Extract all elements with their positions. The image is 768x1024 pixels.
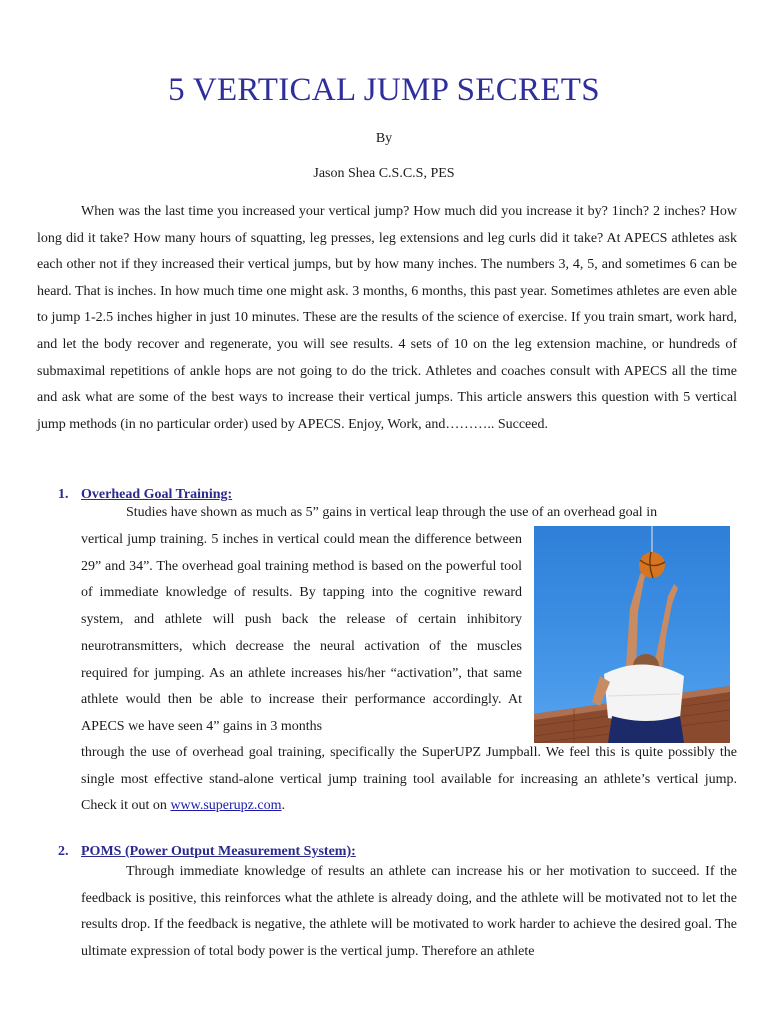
section-1-title: Overhead Goal Training:	[81, 487, 233, 502]
section-2-body: Through immediate knowledge of results an athlete can increase his or her motivation to succeed. If the feedback is positive, this reinforces what the athlete is already doing, and the athlete will be motivated not to let the results drop. If the feedback is negative, the athlete will be motivated to work harder to achieve the desired goal. The ultimate expression of total body power is the vertical jump. Therefore an athlete	[81, 864, 737, 959]
superupz-link[interactable]: www.superupz.com	[170, 798, 282, 813]
athlete-jumping-image	[534, 526, 730, 743]
byline: By	[375, 131, 393, 146]
jumpball-photo	[534, 526, 730, 743]
section-1-first-line: Studies have shown as much as 5” gains in vertical leap through the use of an overhead goal in	[126, 505, 658, 520]
intro-paragraph: When was the last time you increased your vertical jump? How much did you increase it by? 1inch? 2 inches? How long did it take? How many hours of squatting, leg presses, leg extensions and leg curls did it take? At APECS athletes ask each other not if they increased their vertical jumps, but by how many inches. The numbers 3, 4, 5, and sometimes 6 can be heard. That is inches. In how much time one might ask. 3 months, 6 months, this past year. Sometimes athletes are even able to jump 1-2.5 inches higher in just 10 minutes. These are the results of the science of exercise. If you train smart, work hard, and let the body recover and regenerate, you will see results. 4 sets of 10 on the leg extension machine, or hundreds of submaximal repetitions of ankle hops are not going to do the trick. Athletes and coaches consult with APECS all the time and ask what are some of the best ways to increase their vertical jumps. This article answers this question with 5 vertical jump methods (in no particular order) used by APECS. Enjoy, Work, and……….. Succeed.	[37, 204, 737, 432]
section-1-period: .	[281, 798, 286, 813]
section-2-number: 2.	[58, 844, 69, 859]
section-1-wrapped-text: vertical jump training. 5 inches in vertical could mean the difference between 29” and 34”. The overhead goal training method is based on the powerful tool of immediate knowledge of results. By tapping into the cognitive reward system, and athlete will push back the release of certain inhibitory neurotransmitters, which decrease the neural activation of the muscles required for jumping. As an athlete increases his/her “activation”, that same athlete would then be able to increase their performance accordingly. At APECS we have seen 4” gains in 3 months	[81, 532, 522, 734]
section-2-title: POMS (Power Output Measurement System):	[81, 844, 356, 859]
document-title: 5 VERTICAL JUMP SECRETS	[168, 72, 600, 108]
section-1-continued-text	[81, 740, 737, 820]
section-1-number: 1.	[58, 487, 69, 502]
section-1-rest-text: through the use of overhead goal training, specifically the SuperUPZ Jumpball. We feel this is quite possibly the single most effective stand-alone vertical jump training tool available for increasing an athlete’s vertical jump. Check it out on	[81, 745, 737, 813]
author-name: Jason Shea C.S.C.S, PES	[313, 166, 455, 181]
